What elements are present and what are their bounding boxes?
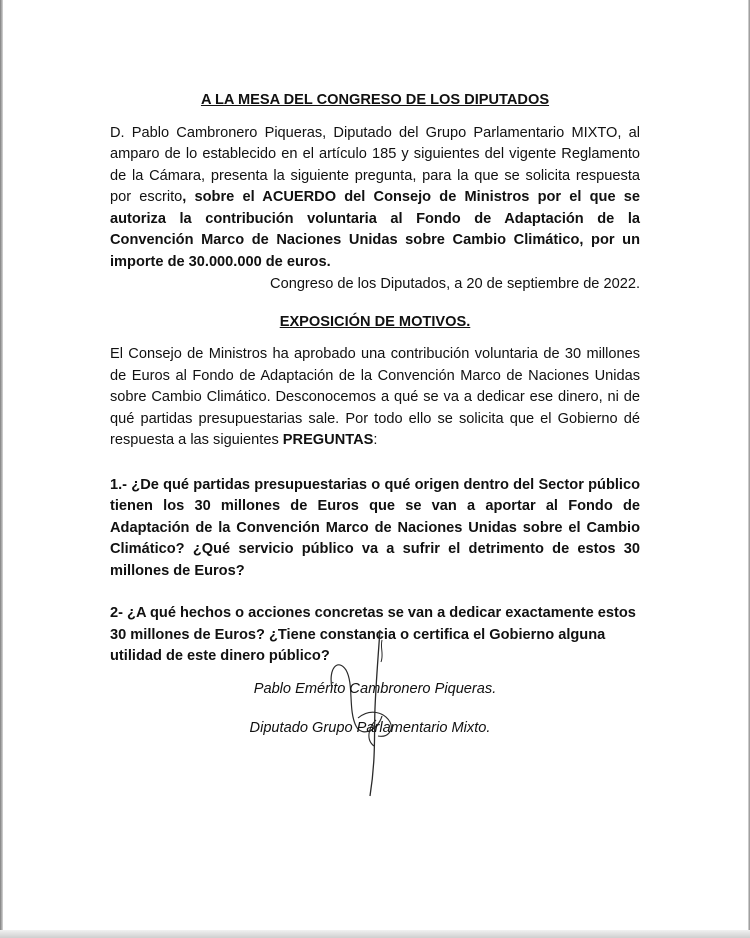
motives-questions-label: PREGUNTAS <box>282 432 374 448</box>
handwritten-signature <box>318 628 398 798</box>
signature-name: Pablo Emérito Cambronero Piqueras. <box>253 681 497 697</box>
question-1: 1.- ¿De qué partidas presupuestarias o qué origen dentro del Sector público tienen los 30 millones de Euros que se van a aportar al Fondo de Adaptación de la Convención Marco de Naciones Unidas sobre el Cambio Climático? ¿Qué servicio público va a sufrir el detrimento de estos 30 millones de Euros? <box>110 476 640 579</box>
motives-paragraph <box>110 344 640 452</box>
scan-edge-left <box>0 0 3 938</box>
document-body <box>110 90 640 668</box>
intro-lead: D. Pablo Cambronero Piqueras, Diputado del Grupo Parlamentario MIXTO, al amparo de lo establecido en el artículo 185 y siguientes del vigente Reglamento de la Cámara, presenta la siguiente pregunta, para la que se solicita respuesta por escrito <box>110 124 640 205</box>
intro-paragraph <box>110 123 640 274</box>
motives-body-end: : <box>373 432 378 448</box>
motives-title: EXPOSICIÓN DE MOTIVOS. <box>279 313 471 330</box>
signature-role: Diputado Grupo Parlamentario Mixto. <box>249 720 491 736</box>
question-2: 2- ¿A qué hechos o acciones concretas se van a dedicar exactamente estos 30 millones de Euros? ¿Tiene constancia o certifica el Gobierno alguna utilidad de este dinero público? <box>110 605 636 664</box>
intro-subject: , sobre el ACUERDO del Consejo de Ministros por el que se autoriza la contribución voluntaria al Fondo de Adaptación de la Convención Marco de Naciones Unidas sobre Cambio Climático, por un importe de 30.000.000 de euros. <box>110 189 641 270</box>
document-title: A LA MESA DEL CONGRESO DE LOS DIPUTADOS <box>200 92 550 108</box>
motives-body: El Consejo de Ministros ha aprobado una contribución voluntaria de 30 millones de Euros al Fondo de Adaptación de la Convención Marco de Naciones Unidas sobre Cambio Climático. Desconocemos a qué se va a dedicar ese dinero, ni de qué partidas presupuestarias sale. Por todo ello se solicita que el Gobierno dé respuesta a las siguientes <box>110 346 640 448</box>
dateline: Congreso de los Diputados, a 20 de septiembre de 2022. <box>270 276 640 292</box>
scan-edge-bottom <box>0 930 750 938</box>
